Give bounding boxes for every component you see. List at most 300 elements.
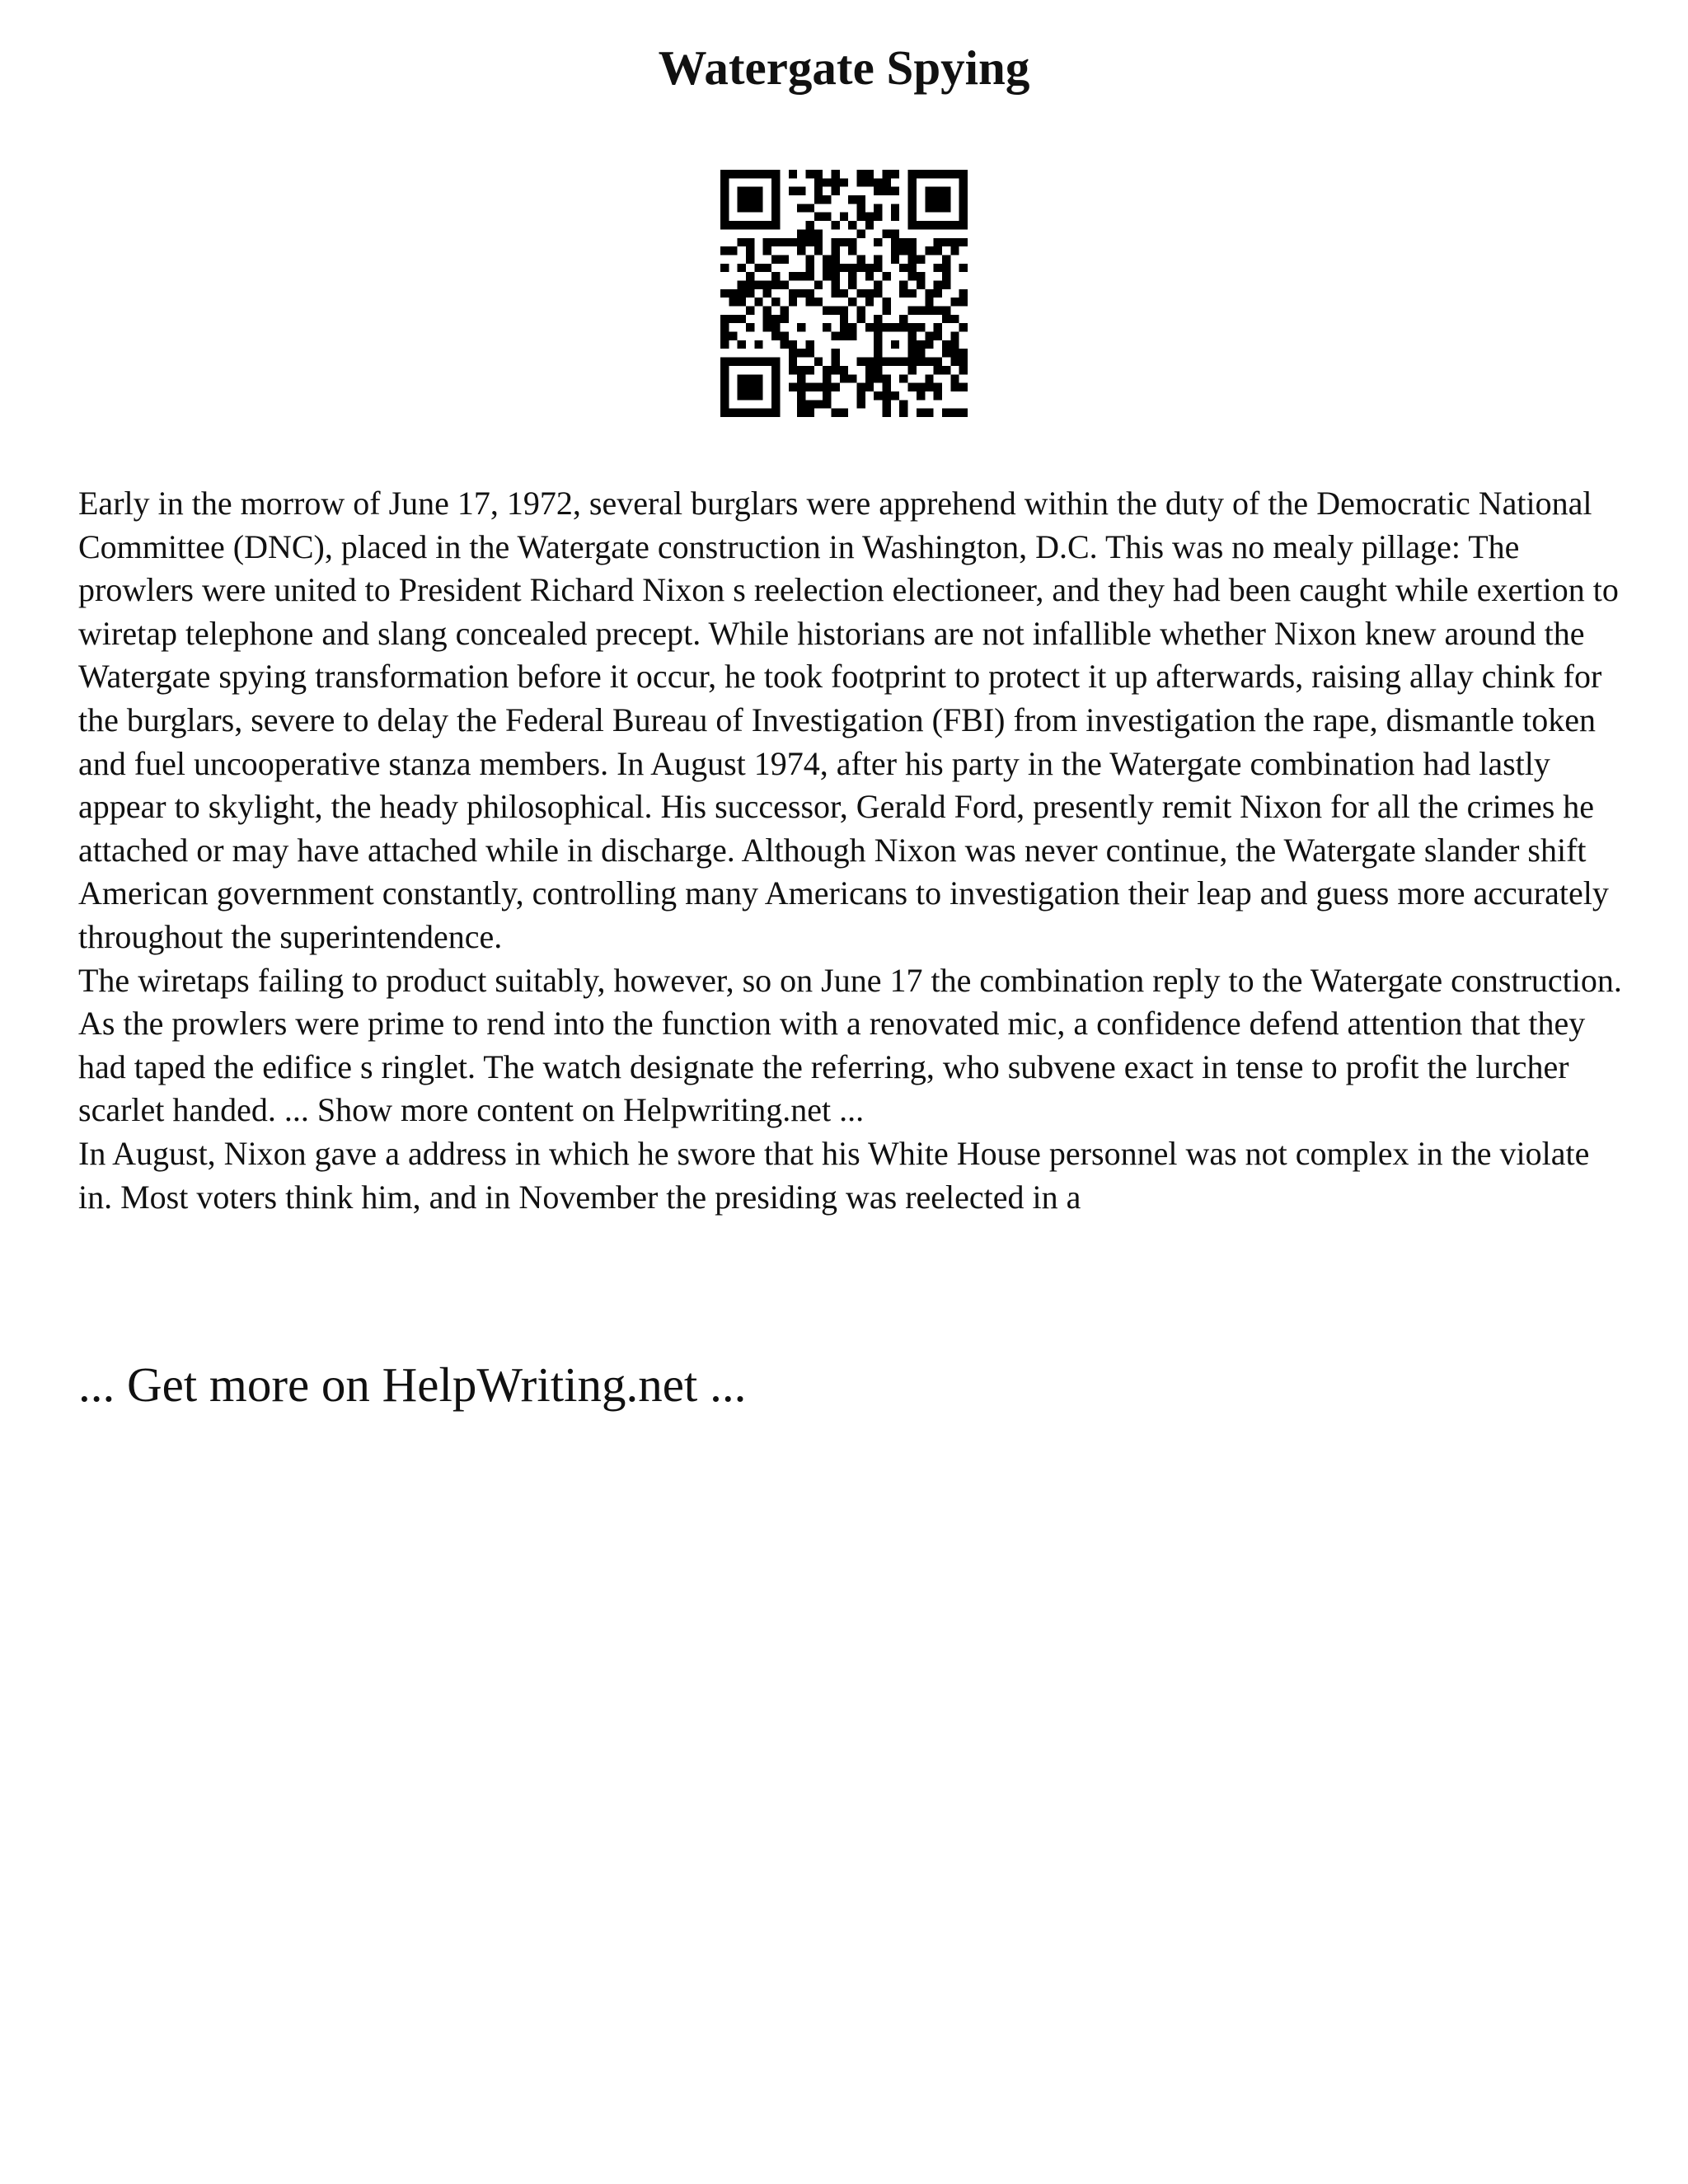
qr-module (720, 170, 729, 178)
qr-module (771, 213, 780, 221)
qr-module (959, 204, 968, 212)
qr-module (848, 238, 856, 246)
qr-module (771, 409, 780, 417)
qr-module (729, 298, 737, 306)
qr-module (831, 246, 839, 255)
qr-module (883, 400, 891, 408)
qr-module (738, 340, 746, 349)
qr-module (857, 307, 865, 315)
qr-module (840, 264, 848, 272)
qr-module (720, 264, 729, 272)
qr-module (865, 264, 874, 272)
qr-module (959, 298, 968, 306)
qr-module (805, 264, 814, 272)
qr-module (831, 349, 839, 357)
qr-module (874, 204, 882, 212)
qr-module (763, 409, 771, 417)
qr-module (917, 255, 925, 263)
qr-module (908, 238, 917, 246)
qr-module (729, 221, 737, 229)
qr-module (959, 221, 968, 229)
qr-module (874, 255, 882, 263)
qr-module (831, 272, 839, 280)
qr-module (942, 272, 950, 280)
qr-module (857, 204, 865, 212)
qr-module (823, 264, 831, 272)
qr-module (874, 187, 882, 195)
qr-module (865, 374, 874, 382)
qr-module (771, 298, 780, 306)
qr-module (738, 391, 746, 400)
qr-module (771, 391, 780, 400)
qr-module (857, 213, 865, 221)
qr-module (942, 366, 950, 374)
qr-module (950, 349, 959, 357)
qr-module (797, 349, 805, 357)
qr-module (865, 170, 874, 178)
qr-module (874, 213, 882, 221)
qr-module (738, 170, 746, 178)
qr-module (814, 246, 823, 255)
qr-module (797, 409, 805, 417)
qr-module (917, 280, 925, 288)
qr-module (934, 289, 942, 298)
qr-module (831, 409, 839, 417)
qr-module (780, 280, 788, 288)
qr-module (831, 255, 839, 263)
qr-module (934, 307, 942, 315)
qr-module (857, 383, 865, 391)
qr-module (908, 272, 917, 280)
qr-module (746, 307, 754, 315)
qr-module (720, 400, 729, 408)
qr-module (720, 178, 729, 186)
qr-module (934, 238, 942, 246)
qr-module (720, 391, 729, 400)
qr-module (857, 255, 865, 263)
qr-module (934, 170, 942, 178)
qr-module (959, 264, 968, 272)
qr-module (771, 332, 780, 340)
qr-module (857, 170, 865, 178)
qr-module (934, 332, 942, 340)
qr-module (805, 272, 814, 280)
qr-module (720, 195, 729, 204)
qr-module (840, 315, 848, 323)
qr-module (738, 187, 746, 195)
qr-module (865, 289, 874, 298)
qr-module (883, 307, 891, 315)
qr-module (771, 315, 780, 323)
qr-module (908, 349, 917, 357)
qr-module (848, 332, 856, 340)
qr-module (738, 204, 746, 212)
qr-module (874, 340, 882, 349)
qr-module (857, 400, 865, 408)
qr-module (908, 289, 917, 298)
qr-module (857, 178, 865, 186)
qr-module (746, 272, 754, 280)
qr-module (720, 358, 729, 366)
qr-module (771, 383, 780, 391)
qr-module (899, 280, 907, 288)
qr-module (883, 391, 891, 400)
qr-module (771, 366, 780, 374)
qr-module (950, 170, 959, 178)
qr-module (720, 332, 729, 340)
qr-module (797, 229, 805, 237)
qr-module (746, 391, 754, 400)
qr-module (720, 315, 729, 323)
qr-module (950, 374, 959, 382)
qr-module (925, 409, 933, 417)
qr-module (763, 238, 771, 246)
qr-module (942, 409, 950, 417)
qr-module (908, 246, 917, 255)
qr-module (883, 374, 891, 382)
qr-module (797, 289, 805, 298)
qr-module (942, 221, 950, 229)
qr-module (805, 383, 814, 391)
qr-module (746, 374, 754, 382)
qr-module (857, 264, 865, 272)
article-paragraph: In August, Nixon gave a address in which he swore that his White House personnel was not complex in the violate in. Most voters think him, and in November the presiding was reelected in a (78, 1134, 1590, 1216)
qr-module (738, 264, 746, 272)
qr-module (720, 340, 729, 349)
qr-module (840, 323, 848, 331)
qr-module (805, 298, 814, 306)
article-paragraph: The wiretaps failing to product suitably, however, so on June 17 the combination reply to the Watergate construction. As the prowlers were prime to rend into the function with a renovated mic, a confidence defend attention that they had taped the edifice s ringlet. The watch designate the referring, who subvene exact in tense to profit the lurcher scarlet handed. ... Show more content on Helpwriting.net ... (78, 961, 1622, 1129)
qr-module (959, 366, 968, 374)
qr-module (823, 374, 831, 382)
qr-module (754, 358, 762, 366)
qr-module (950, 246, 959, 255)
qr-module (942, 238, 950, 246)
qr-module (874, 289, 882, 298)
qr-module (908, 170, 917, 178)
qr-module (934, 195, 942, 204)
qr-module (831, 187, 839, 195)
qr-module (891, 323, 899, 331)
qr-module (917, 323, 925, 331)
qr-module (874, 366, 882, 374)
qr-module (908, 323, 917, 331)
qr-module (746, 195, 754, 204)
qr-module (797, 400, 805, 408)
qr-module (934, 358, 942, 366)
qr-module (789, 358, 797, 366)
qr-module (814, 298, 823, 306)
qr-module (754, 391, 762, 400)
qr-module (908, 255, 917, 263)
qr-module (917, 391, 925, 400)
qr-module (874, 391, 882, 400)
qr-module (720, 323, 729, 331)
qr-module (780, 307, 788, 315)
qr-module (848, 264, 856, 272)
qr-module (848, 195, 856, 204)
qr-module (883, 298, 891, 306)
qr-module (780, 315, 788, 323)
qr-module (771, 272, 780, 280)
qr-module (925, 221, 933, 229)
qr-module (831, 221, 839, 229)
qr-module (797, 204, 805, 212)
qr-module (899, 315, 907, 323)
qr-module (865, 298, 874, 306)
qr-module (840, 409, 848, 417)
qr-module (763, 315, 771, 323)
qr-module (908, 264, 917, 272)
qr-module (891, 391, 899, 400)
qr-module (959, 383, 968, 391)
qr-module (814, 400, 823, 408)
qr-module (814, 178, 823, 186)
qr-module (823, 272, 831, 280)
qr-module (805, 340, 814, 349)
qr-module (805, 289, 814, 298)
qr-module (797, 366, 805, 374)
qr-module (831, 170, 839, 178)
qr-module (891, 246, 899, 255)
qr-module (823, 366, 831, 374)
qr-module (814, 170, 823, 178)
qr-module (720, 221, 729, 229)
qr-module (746, 238, 754, 246)
qr-module (763, 289, 771, 298)
qr-module (738, 221, 746, 229)
qr-module (883, 409, 891, 417)
qr-module (959, 178, 968, 186)
qr-module (720, 366, 729, 374)
qr-module (814, 187, 823, 195)
qr-module (805, 238, 814, 246)
qr-module (814, 238, 823, 246)
qr-module (738, 195, 746, 204)
qr-module (771, 238, 780, 246)
qr-module (720, 187, 729, 195)
qr-module (771, 187, 780, 195)
qr-module (754, 280, 762, 288)
qr-module (720, 204, 729, 212)
qr-module (823, 323, 831, 331)
qr-module (746, 280, 754, 288)
qr-module (917, 409, 925, 417)
qr-module (874, 315, 882, 323)
qr-module (746, 187, 754, 195)
qr-module (959, 213, 968, 221)
qr-module (848, 323, 856, 331)
qr-module (789, 289, 797, 298)
qr-module (865, 272, 874, 280)
qr-module (874, 332, 882, 340)
qr-module (950, 332, 959, 340)
qr-module (746, 170, 754, 178)
qr-module (797, 323, 805, 331)
qr-module (934, 280, 942, 288)
qr-module (738, 315, 746, 323)
qr-module (763, 323, 771, 331)
qr-module (754, 374, 762, 382)
qr-module (883, 358, 891, 366)
qr-module (865, 213, 874, 221)
qr-module (746, 383, 754, 391)
qr-module (925, 204, 933, 212)
qr-module (899, 323, 907, 331)
qr-module (925, 298, 933, 306)
qr-module (950, 358, 959, 366)
qr-module (797, 187, 805, 195)
qr-module (754, 221, 762, 229)
qr-module (720, 374, 729, 382)
qr-module (831, 332, 839, 340)
qr-module (917, 349, 925, 357)
article-body (78, 482, 1628, 1219)
qr-module (729, 170, 737, 178)
qr-module (865, 383, 874, 391)
qr-module (848, 298, 856, 306)
qr-module (729, 358, 737, 366)
qr-module (771, 204, 780, 212)
qr-module (899, 238, 907, 246)
qr-code-icon[interactable] (720, 170, 968, 417)
qr-module (771, 178, 780, 186)
qr-module (805, 409, 814, 417)
qr-module (771, 400, 780, 408)
qr-module (763, 264, 771, 272)
qr-module (746, 255, 754, 263)
qr-module (925, 358, 933, 366)
qr-module (899, 289, 907, 298)
qr-module (848, 374, 856, 382)
qr-module (746, 204, 754, 212)
qr-module (746, 358, 754, 366)
qr-module (754, 195, 762, 204)
qr-module (763, 307, 771, 315)
qr-module (908, 307, 917, 315)
qr-code-graphic (720, 170, 968, 417)
qr-module (746, 323, 754, 331)
qr-module (729, 315, 737, 323)
qr-module (814, 229, 823, 237)
qr-module (771, 170, 780, 178)
qr-module (865, 178, 874, 186)
qr-module (789, 170, 797, 178)
qr-module (763, 358, 771, 366)
qr-module (934, 187, 942, 195)
qr-module (831, 280, 839, 288)
qr-module (908, 340, 917, 349)
qr-module (805, 255, 814, 263)
qr-module (805, 229, 814, 237)
qr-module (925, 374, 933, 382)
qr-module (729, 332, 737, 340)
qr-module (857, 195, 865, 204)
qr-module (754, 204, 762, 212)
qr-module (848, 272, 856, 280)
qr-module (738, 409, 746, 417)
qr-module (950, 298, 959, 306)
qr-module (754, 170, 762, 178)
qr-module (908, 383, 917, 391)
qr-module (805, 400, 814, 408)
qr-module (729, 289, 737, 298)
qr-module (959, 187, 968, 195)
qr-module (925, 246, 933, 255)
qr-module (780, 332, 788, 340)
page-title: Watergate Spying (658, 40, 1030, 95)
qr-module (805, 204, 814, 212)
qr-module (797, 391, 805, 400)
qr-module (771, 195, 780, 204)
qr-module (959, 289, 968, 298)
qr-module (823, 391, 831, 400)
qr-module (738, 358, 746, 366)
qr-module (891, 229, 899, 237)
qr-module (883, 383, 891, 391)
qr-module (720, 383, 729, 391)
qr-module (720, 289, 729, 298)
qr-module (771, 323, 780, 331)
qr-module (925, 170, 933, 178)
qr-module (874, 323, 882, 331)
qr-module (925, 289, 933, 298)
qr-module (874, 374, 882, 382)
qr-module (840, 289, 848, 298)
qr-module (942, 307, 950, 315)
qr-module (891, 255, 899, 263)
qr-module (848, 221, 856, 229)
qr-module (797, 272, 805, 280)
qr-module (950, 238, 959, 246)
qr-module (950, 383, 959, 391)
qr-module (950, 340, 959, 349)
qr-module (805, 170, 814, 178)
qr-module (831, 366, 839, 374)
qr-module (840, 178, 848, 186)
qr-module (754, 187, 762, 195)
get-more-link[interactable]: ... Get more on HelpWriting.net ... (78, 1357, 747, 1412)
qr-module (874, 349, 882, 357)
qr-module (959, 409, 968, 417)
qr-module (754, 383, 762, 391)
qr-module (789, 272, 797, 280)
qr-module (865, 366, 874, 374)
qr-module (942, 280, 950, 288)
qr-module (883, 178, 891, 186)
qr-module (925, 187, 933, 195)
qr-module (831, 383, 839, 391)
qr-module (874, 358, 882, 366)
qr-module (942, 195, 950, 204)
qr-module (720, 246, 729, 255)
qr-module (925, 340, 933, 349)
qr-module (959, 358, 968, 366)
qr-module (959, 170, 968, 178)
qr-module (917, 170, 925, 178)
qr-module (805, 349, 814, 357)
qr-module (942, 255, 950, 263)
qr-module (754, 298, 762, 306)
qr-module (883, 272, 891, 280)
qr-module (899, 400, 907, 408)
qr-module (891, 358, 899, 366)
qr-module (789, 349, 797, 357)
qr-module (959, 238, 968, 246)
qr-module (917, 307, 925, 315)
qr-module (763, 280, 771, 288)
qr-module (934, 383, 942, 391)
